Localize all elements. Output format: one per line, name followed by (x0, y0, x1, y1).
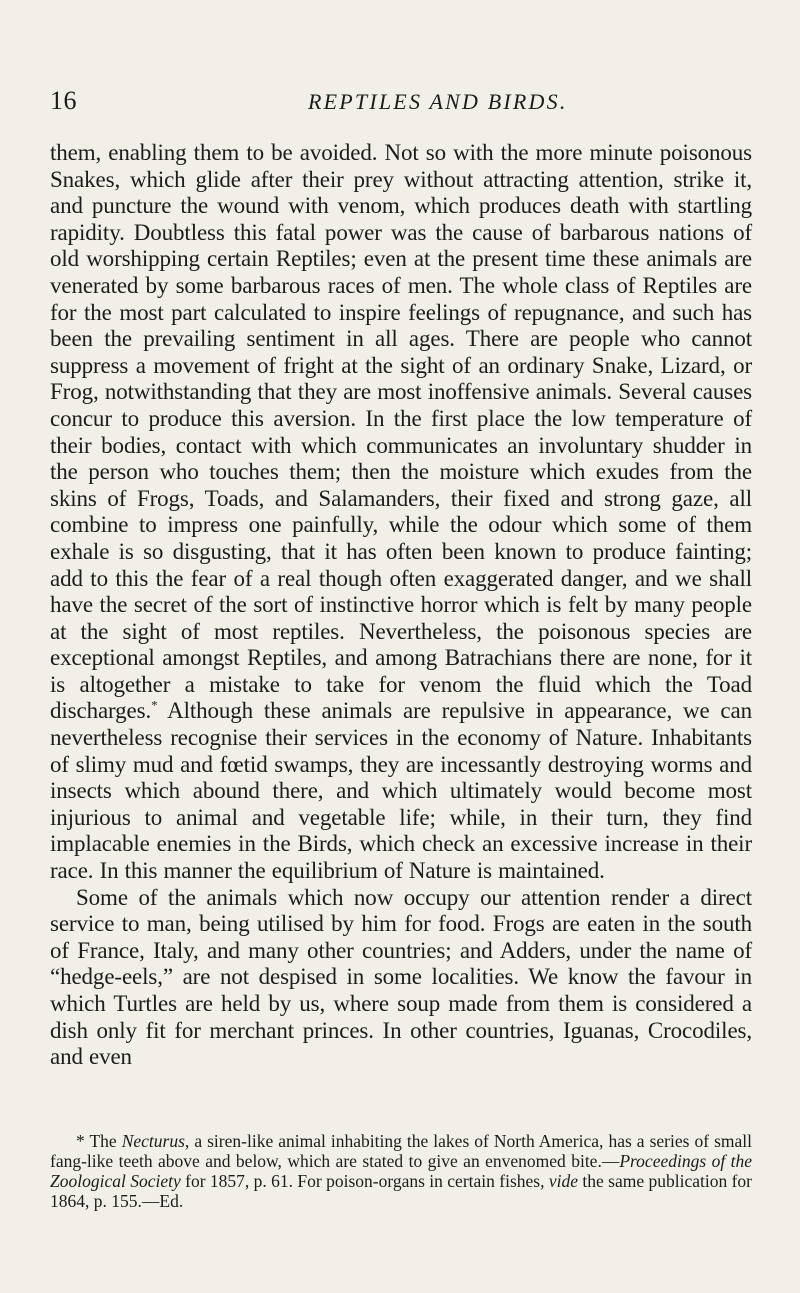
paragraph-text: Although these animals are repulsive in appearance, we can nevertheless recognise their services in the economy of Nature. Inhabitants of slimy mud and fœtid swamps, they are incessantly destroying worms and insects which abound there, and which ultimately would become most injurious to animal and vegetable life; while, in their turn, they find implacable enemies in the Birds, which check an excessive increase in their race. In this manner the equilibrium of Nature is maintained. (50, 698, 752, 884)
footnote-text: the same publication for 1864, p. 155.—Ed. (50, 1171, 752, 1211)
footnote-vide: vide (548, 1171, 579, 1191)
running-head: REPTILES AND BIRDS. (308, 89, 568, 114)
footnote-genus: Necturus (121, 1131, 185, 1151)
body-text (50, 140, 752, 1071)
footnote-text: , a siren-like animal inhabiting the lakes of North America, has a series of small fang-like teeth above and below, which are stated to give an envenomed bite.— (50, 1131, 752, 1171)
footnote-journal: Proceedings of the Zoological Society (50, 1151, 752, 1191)
footnote-text: for 1857, p. 61. For poison-organs in certain fishes, (180, 1171, 549, 1191)
page-header (50, 86, 752, 120)
paragraph-text: Some of the animals which now occupy our attention render a direct service to man, being utilised by him for food. Frogs are eaten in the south of France, Italy, and many other countries; and Adders, under the name of “hedge-eels,” are not despised in some localities. We know the favour in which Turtles are held by us, where soup made from them is considered a dish only fit for merchant princes. In other countries, Iguanas, Crocodiles, and even (50, 884, 752, 1070)
footnote-marker: * The (76, 1131, 122, 1151)
footnote (50, 1131, 752, 1211)
page-number: 16 (50, 86, 77, 115)
paragraph-text: them, enabling them to be avoided. Not so with the more minute poisonous Snakes, which glide after their prey without attracting attention, strike it, and puncture the wound with venom, which produces death with startling rapidity. Doubtless this fatal power was the cause of barbarous nations of old worshipping certain Reptiles; even at the present time these animals are venerated by some barbarous races of men. The whole class of Reptiles are for the most part calculated to inspire feelings of repugnance, and such has been the prevailing sentiment in all ages. There are people who cannot suppress a movement of fright at the sight of an ordinary Snake, Lizard, or Frog, notwithstanding that they are most inoffensive animals. Several causes concur to produce this aversion. In the first place the low temperature of their bodies, contact with which communicates an involuntary shudder in the person who touches them; then the moisture which exudes from the skins of Frogs, Toads, and Salamanders, their fixed and strong gaze, all combine to impress one painfully, while the odour which some of them exhale is so disgusting, that it has often been known to produce fainting; add to this the fear of a real though often exaggerated danger, and we shall have the secret of the sort of instinctive horror which is felt by many people at the sight of most reptiles. Nevertheless, the poisonous species are exceptional amongst Reptiles, and among Batrachians there are none, for it is altogether a mistake to take for venom the fluid which the Toad discharges. (50, 140, 752, 724)
footnote-reference: * (151, 697, 158, 713)
paragraph (50, 885, 752, 1071)
paragraph (50, 140, 752, 885)
